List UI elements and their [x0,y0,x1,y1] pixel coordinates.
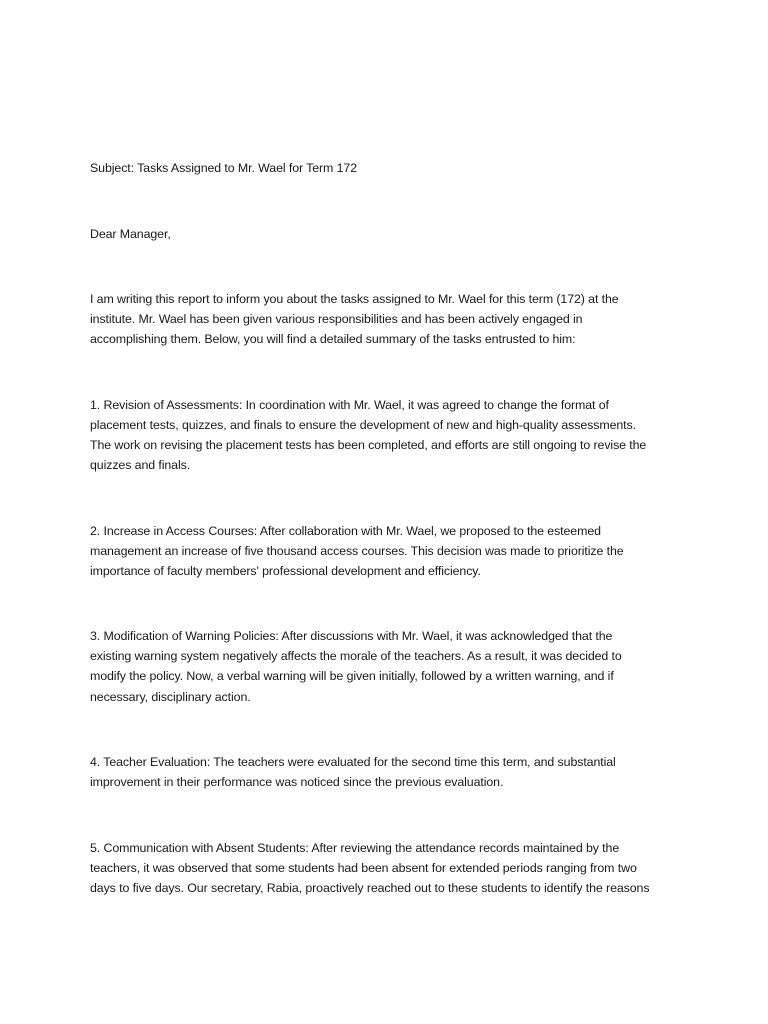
paragraph-line: 2. Increase in Access Courses: After collaboration with Mr. Wael, we proposed to the esteemed [90,524,601,538]
paragraph-line: institute. Mr. Wael has been given various responsibilities and has been actively engaged in [90,312,583,326]
paragraph-line: importance of faculty members' professional development and efficiency. [90,564,481,578]
paragraph-line: 3. Modification of Warning Policies: After discussions with Mr. Wael, it was acknowledged that the [90,629,613,643]
paragraph-line: days to five days. Our secretary, Rabia, proactively reached out to these students to identify the reasons [90,881,650,895]
paragraph-line: placement tests, quizzes, and finals to ensure the development of new and high-quality assessments. [90,418,636,432]
paragraph-line: existing warning system negatively affects the morale of the teachers. As a result, it was decided to [90,649,622,663]
paragraph-line: The work on revising the placement tests has been completed, and efforts are still ongoing to revise the [90,438,647,452]
paragraph-line: accomplishing them. Below, you will find a detailed summary of the tasks entrusted to him: [90,332,576,346]
paragraph-line: I am writing this report to inform you about the tasks assigned to Mr. Wael for this term (172) at the [90,292,619,306]
paragraph-line: management an increase of five thousand access courses. This decision was made to prioritize the [90,544,624,558]
paragraph-line: 5. Communication with Absent Students: After reviewing the attendance records maintained by the [90,841,620,855]
salutation: Dear Manager, [90,227,171,241]
paragraph-line: teachers, it was observed that some students had been absent for extended periods ranging from two [90,861,637,875]
paragraph-line: improvement in their performance was noticed since the previous evaluation. [90,775,504,789]
paragraph-line: 1. Revision of Assessments: In coordination with Mr. Wael, it was agreed to change the format of [90,398,609,412]
subject-line: Subject: Tasks Assigned to Mr. Wael for Term 172 [90,161,357,175]
paragraph-line: modify the policy. Now, a verbal warning will be given initially, followed by a written warning, and if [90,669,614,683]
paragraph-line: quizzes and finals. [90,458,191,472]
paragraph-line: necessary, disciplinary action. [90,690,251,704]
paragraph-line: 4. Teacher Evaluation: The teachers were evaluated for the second time this term, and substantial [90,755,616,769]
